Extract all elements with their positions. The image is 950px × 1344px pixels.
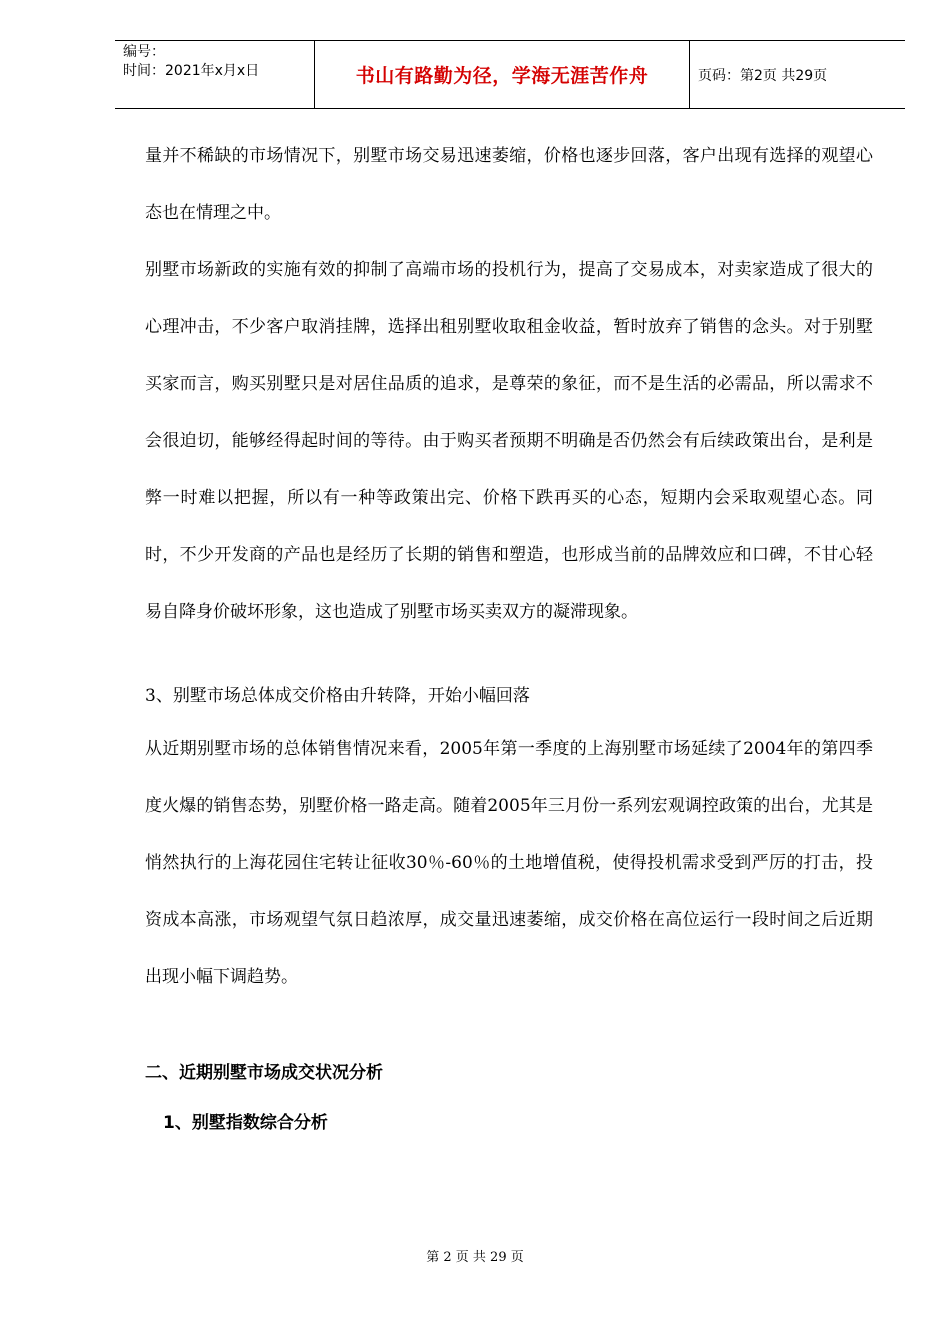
document-body xyxy=(145,128,873,1148)
spacer xyxy=(145,1006,873,1048)
header-motto: 书山有路勤为径，学海无涯苦作舟 xyxy=(315,41,690,108)
spacer xyxy=(145,641,873,671)
document-number-label: 编号： xyxy=(123,44,165,60)
paragraph-3: 从近期别墅市场的总体销售情况来看，2005年第一季度的上海别墅市场延续了2004年的第四季度火爆的销售态势，别墅价格一路走高。随着2005年三月份一系列宏观调控政策的出台，尤其是悄然执行的上海花园住宅转让征收30％-60％的土地增值税，使得投机需求受到严厉的打击，投资成本高涨，市场观望气氛日趋浓厚，成交量迅速萎缩，成交价格在高位运行一段时间之后近期出现小幅下调趋势。 xyxy=(145,739,873,987)
paragraph-1: 量并不稀缺的市场情况下，别墅市场交易迅速萎缩，价格也逐步回落，客户出现有选择的观望心态也在情理之中。 xyxy=(145,146,873,223)
page-footer: 第 2 页 共 29 页 xyxy=(426,1250,524,1265)
header-meta xyxy=(115,41,315,108)
section-2-title: 二、近期别墅市场成交状况分析 xyxy=(145,1063,383,1083)
header-page-number: 页码：第2页 共29页 xyxy=(698,67,828,84)
page-header xyxy=(115,40,905,109)
document-time-label: 时间：2021年x月x日 xyxy=(123,63,260,79)
paragraph-2: 别墅市场新政的实施有效的抑制了高端市场的投机行为，提高了交易成本，对卖家造成了很大的心理冲击，不少客户取消挂牌，选择出租别墅收取租金收益，暂时放弃了销售的念头。对于别墅买家而言，购买别墅只是对居住品质的追求，是尊荣的象征，而不是生活的必需品，所以需求不会很迫切，能够经得起时间的等待。由于购买者预期不明确是否仍然会有后续政策出台，是利是弊一时难以把握，所以有一种等政策出完、价格下跌再买的心态，短期内会采取观望心态。同时，不少开发商的产品也是经历了长期的销售和塑造，也形成当前的品牌效应和口碑，不甘心轻易自降身价破坏形象，这也造成了别墅市场买卖双方的凝滞现象。 xyxy=(145,260,873,622)
subsection-1-title: 1、别墅指数综合分析 xyxy=(163,1113,328,1133)
item-3-title: 3、别墅市场总体成交价格由升转降，开始小幅回落 xyxy=(145,686,530,706)
